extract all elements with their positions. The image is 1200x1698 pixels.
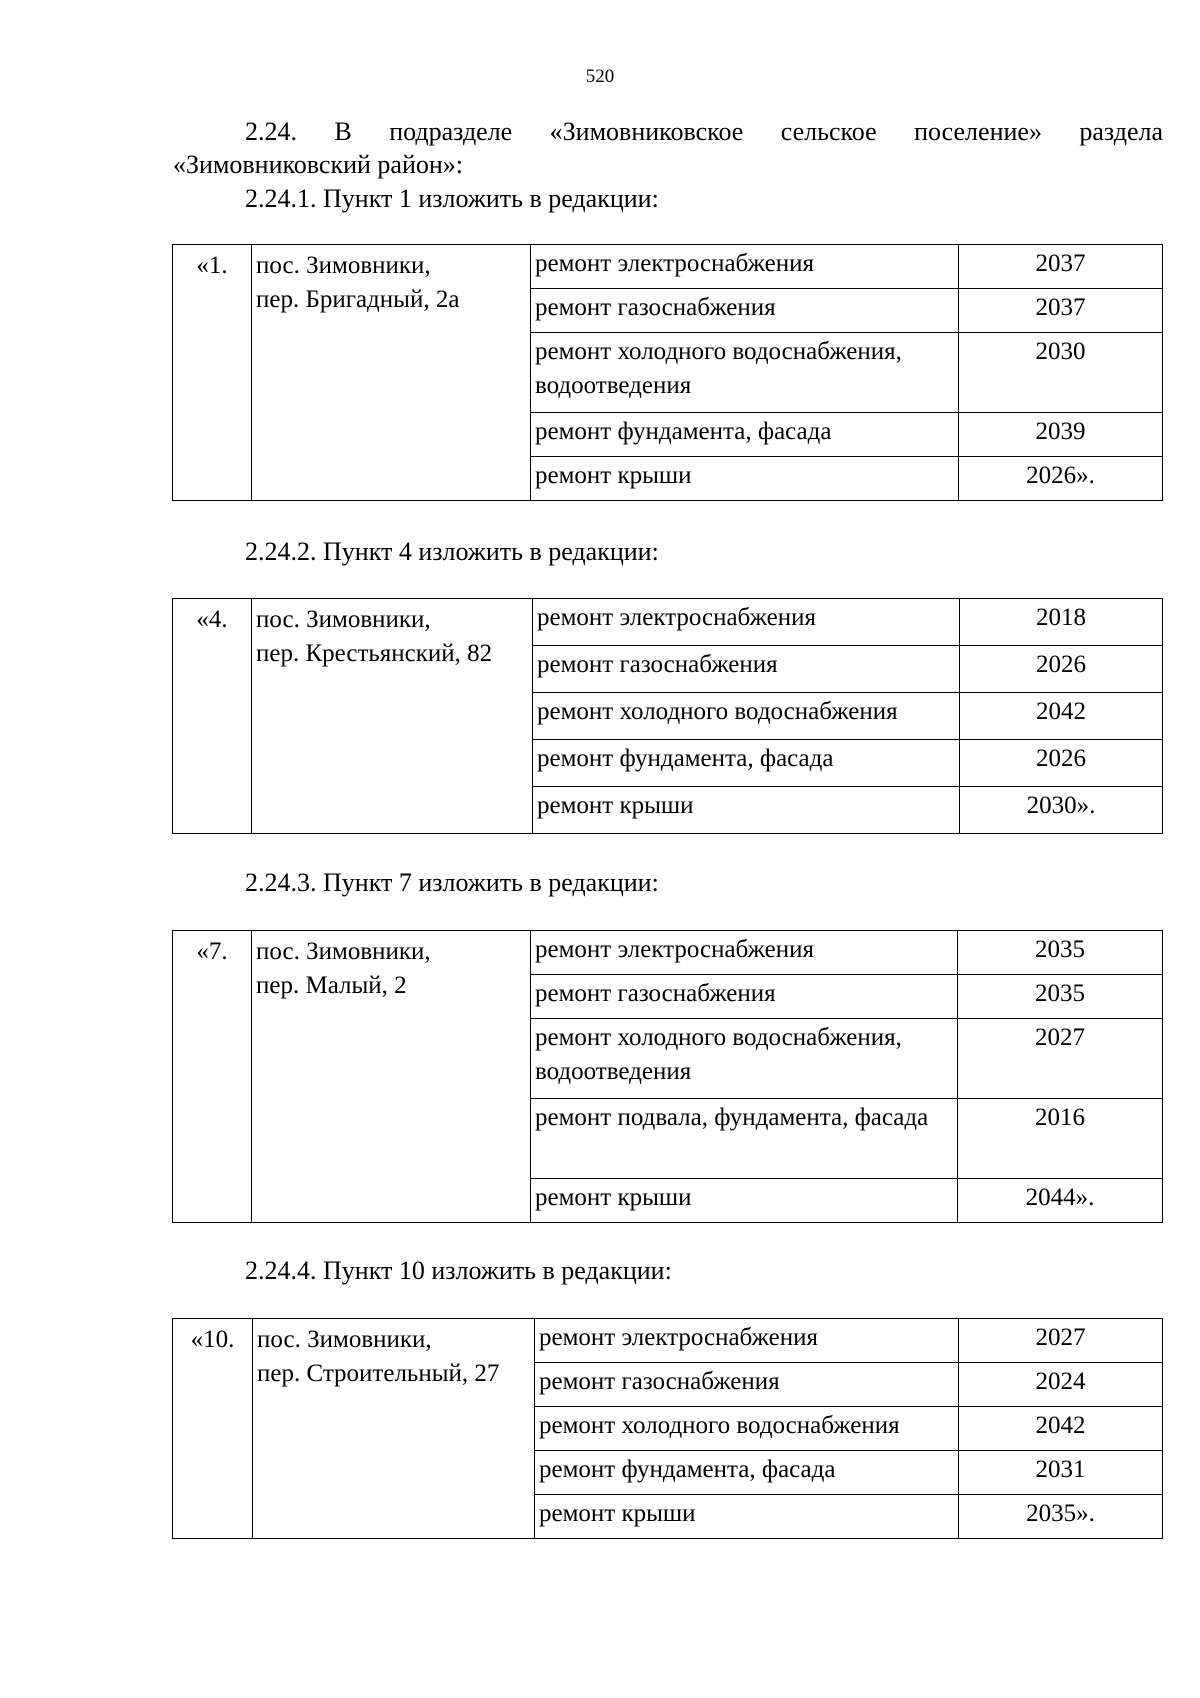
year-cell: 2027 (958, 1019, 1163, 1099)
address-cell (253, 1319, 535, 1539)
year-cell: 2037 (959, 289, 1163, 333)
year-cell: 2042 (960, 693, 1163, 740)
section-heading-3: 2.24.3. Пункт 7 изложить в редакции: (245, 868, 659, 897)
year-cell: 2039 (959, 413, 1163, 457)
work-cell: ремонт электроснабжения (533, 599, 960, 646)
works-table-2 (172, 598, 1163, 834)
address-line: пер. Крестьянский, 82 (256, 640, 493, 667)
work-cell: ремонт газоснабжения (531, 975, 958, 1019)
section-heading-1: 2.24.1. Пункт 1 изложить в редакции: (245, 184, 659, 213)
work-cell: ремонт холодного водоснабжения, водоотведения (531, 333, 959, 413)
address-line: пер. Строительный, 27 (257, 1360, 500, 1387)
section-heading-2: 2.24.2. Пункт 4 изложить в редакции: (245, 537, 659, 566)
work-cell: ремонт подвала, фундамента, фасада (531, 1099, 958, 1179)
year-cell: 2027 (959, 1319, 1163, 1363)
section-heading-4: 2.24.4. Пункт 10 изложить в редакции: (245, 1256, 672, 1285)
work-cell: ремонт электроснабжения (531, 931, 958, 975)
work-cell: ремонт электроснабжения (531, 245, 959, 289)
work-cell: ремонт фундамента, фасада (531, 413, 959, 457)
address-line: пос. Зимовники, (256, 252, 431, 279)
year-cell: 2035 (958, 975, 1163, 1019)
year-cell: 2026 (960, 740, 1163, 787)
address-line: пос. Зимовники, (257, 1326, 432, 1353)
year-cell: 2030 (959, 333, 1163, 413)
address-line: пос. Зимовники, (256, 606, 431, 633)
work-cell: ремонт фундамента, фасада (535, 1451, 959, 1495)
year-cell: 2024 (959, 1363, 1163, 1407)
year-cell: 2030». (960, 787, 1163, 834)
item-number: «7. (173, 931, 252, 1223)
year-cell: 2026». (959, 457, 1163, 501)
year-cell: 2016 (958, 1099, 1163, 1179)
year-cell: 2037 (959, 245, 1163, 289)
item-number: «10. (173, 1319, 253, 1539)
address-line: пер. Бригадный, 2а (256, 286, 460, 313)
work-cell: ремонт холодного водоснабжения, водоотведения (531, 1019, 958, 1099)
address-cell (252, 931, 531, 1223)
work-cell: ремонт газоснабжения (531, 289, 959, 333)
works-table-1 (172, 244, 1163, 501)
intro-line-1: 2.24. В подразделе «Зимовниковское сельское поселение» раздела (245, 117, 1163, 146)
work-cell: ремонт холодного водоснабжения (533, 693, 960, 740)
address-line: пос. Зимовники, (256, 938, 431, 965)
year-cell: 2044». (958, 1179, 1163, 1223)
work-cell: ремонт крыши (535, 1495, 959, 1539)
work-cell: ремонт холодного водоснабжения (535, 1407, 959, 1451)
intro-line-2: «Зимовниковский район»: (173, 150, 464, 179)
intro-paragraph (173, 115, 1163, 181)
work-cell: ремонт крыши (531, 1179, 958, 1223)
item-number: «1. (173, 245, 252, 501)
address-cell (252, 245, 531, 501)
page-number: 520 (585, 66, 615, 87)
year-cell: 2035 (958, 931, 1163, 975)
work-cell: ремонт газоснабжения (533, 646, 960, 693)
works-table-3 (172, 930, 1163, 1223)
year-cell: 2018 (960, 599, 1163, 646)
work-cell: ремонт электроснабжения (535, 1319, 959, 1363)
year-cell: 2035». (959, 1495, 1163, 1539)
year-cell: 2026 (960, 646, 1163, 693)
address-line: пер. Малый, 2 (256, 972, 407, 999)
item-number: «4. (173, 599, 252, 834)
works-table-4 (172, 1318, 1163, 1539)
year-cell: 2031 (959, 1451, 1163, 1495)
address-cell (252, 599, 533, 834)
work-cell: ремонт крыши (533, 787, 960, 834)
year-cell: 2042 (959, 1407, 1163, 1451)
work-cell: ремонт крыши (531, 457, 959, 501)
work-cell: ремонт фундамента, фасада (533, 740, 960, 787)
work-cell: ремонт газоснабжения (535, 1363, 959, 1407)
